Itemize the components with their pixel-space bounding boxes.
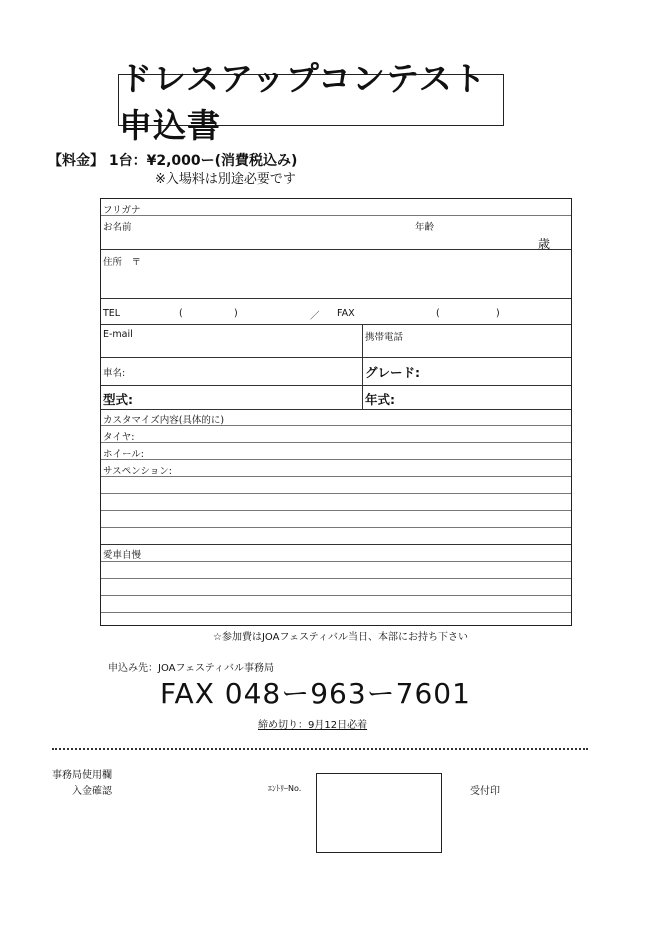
- divider-car-name: [101, 385, 571, 386]
- suspension-label: サスペンション:: [103, 466, 172, 477]
- car-name-label: 車名:: [103, 368, 126, 379]
- reception-stamp-label: 受付印: [470, 786, 500, 797]
- divider-pride-3: [101, 612, 571, 613]
- column-divider: [362, 324, 363, 409]
- destination-label: 申込み先：JOAフェスティバル事務局: [108, 663, 274, 674]
- divider-tel: [101, 324, 571, 325]
- age-label: 年齢: [415, 222, 435, 233]
- pride-label: 愛車自慢: [103, 550, 142, 561]
- year-label: 年式:: [365, 392, 395, 407]
- divider-section-pride: [101, 544, 571, 545]
- tel-paren-close: ): [234, 308, 238, 319]
- tel-paren-open: (: [179, 308, 183, 319]
- fax-paren-open: (: [436, 308, 440, 319]
- application-form: [100, 198, 572, 626]
- entry-number-label: ｴﾝﾄﾘｰNo.: [268, 784, 302, 793]
- tel-fax-slash: ／: [310, 311, 320, 322]
- divider-email: [101, 357, 571, 358]
- fax-number: FAX 048ー963ー7601: [160, 677, 471, 710]
- fee-note: ※入場料は別途必要です: [155, 172, 296, 187]
- email-label: E-mail: [103, 329, 133, 340]
- deadline-label: 締め切り：9月12日必着: [258, 720, 368, 731]
- age-unit: 歳: [538, 237, 551, 251]
- grade-label: グレード:: [365, 365, 420, 380]
- divider-pride: [101, 561, 571, 562]
- payment-confirm-label: 入金確認: [72, 786, 112, 797]
- entry-number-box: [316, 773, 442, 853]
- payment-footnote: ☆参加費はJOAフェスティバル当日、本部にお持ち下さい: [213, 632, 468, 643]
- fee-line: 【料金】 1台：¥2,000ー(消費税込み): [48, 153, 298, 169]
- divider-blank-1: [101, 493, 571, 494]
- model-label: 型式:: [103, 392, 133, 407]
- divider-address: [101, 298, 571, 299]
- custom-label: カスタマイズ内容(具体的に): [103, 415, 225, 426]
- fax-label: FAX: [337, 308, 355, 319]
- furigana-label: フリガナ: [103, 205, 141, 216]
- tire-label: タイヤ:: [103, 432, 135, 443]
- name-label: お名前: [103, 222, 132, 233]
- divider-blank-3: [101, 527, 571, 528]
- fax-paren-close: ): [496, 308, 500, 319]
- divider-furigana: [101, 215, 571, 216]
- page-title: ドレスアップコンテスト申込書: [118, 74, 504, 126]
- address-label: 住所 〒: [103, 257, 142, 268]
- office-use-title: 事務局使用欄: [52, 770, 112, 781]
- divider-pride-2: [101, 595, 571, 596]
- divider-tire: [101, 442, 571, 443]
- divider-wheel: [101, 459, 571, 460]
- cut-line: [52, 748, 588, 750]
- divider-model: [101, 409, 571, 410]
- divider-name: [101, 249, 571, 250]
- divider-blank-2: [101, 510, 571, 511]
- mobile-label: 携帯電話: [365, 332, 404, 343]
- wheel-label: ホイール:: [103, 449, 145, 460]
- tel-label: TEL: [103, 308, 121, 319]
- divider-pride-1: [101, 578, 571, 579]
